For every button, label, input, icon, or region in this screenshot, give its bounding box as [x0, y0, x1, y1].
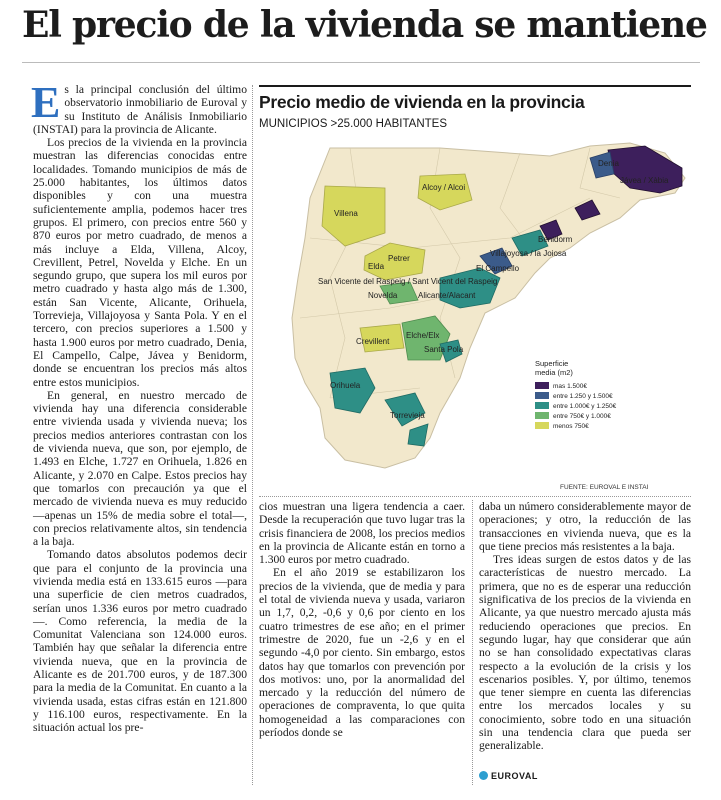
graphic-top-rule	[259, 85, 691, 87]
label-alicante: Alicante/Alacant	[418, 291, 476, 300]
label-santapola: Santa Pola	[424, 345, 464, 354]
label-villajoyosa: Villajoyosa / la Joiosa	[490, 249, 567, 258]
label-elche: Elche/Elx	[406, 331, 440, 340]
graphic-bottom-rule	[259, 496, 691, 497]
headline: El precio de la vivienda se mantiene	[22, 4, 707, 46]
label-alcoy: Alcoy / Alcoi	[422, 183, 466, 192]
legend-label-2: entre 1.250 y 1.500€	[553, 393, 613, 400]
province-map	[290, 138, 690, 473]
paragraph-7: daba un número considerablemente mayor de operaciones; y otro, la reducción de las transacciones en vivienda nueva, que es la que tiene precios más resistentes a la baja.	[479, 500, 691, 553]
legend-label-5: menos 750€	[553, 423, 589, 430]
label-orihuela: Orihuela	[330, 381, 361, 390]
legend-title-2: media (m2)	[535, 368, 573, 377]
paragraph-3: En general, en nuestro mercado de vivienda hay una diferencia considerable entre vivienda usada y vivienda nueva; los precios medios anteriores contrastan con los de vivienda nueva, que son, por ejemplo, de 1.493 en Elche, 1.727 en Orihuela, 1.826 en Alicante, y 2.070 en Calpe. Estos precios hay que tomarlos con precaución ya que el mercado de vivienda nueva es muy reducido —apenas un 15% de media sobre el total—, con precios relativamente altos, sin tendencia a la baja.	[33, 388, 247, 549]
article-column-2	[259, 500, 465, 739]
legend-label-4: entre 750€ y 1.000€	[553, 413, 611, 420]
legend-title-1: Superficie	[535, 359, 569, 368]
label-campello: El Campello	[476, 264, 520, 273]
graphic-source: FUENTE: EUROVAL E INSTAI	[560, 484, 649, 491]
euroval-logo-icon	[479, 771, 488, 780]
graphic-title: Precio medio de vivienda en la provincia	[259, 92, 585, 112]
paragraph-8: Tres ideas surgen de estos datos y de las características de nuestro mercado. La primera, que no es de esperar una reducción significativa de los precios de la vivienda en Alicante, ya que nuestro mercado ajusta más reduciendo operaciones que precios. En segundo lugar, hay que considerar que aún no se han consolidado expectativas claras respecto a la evolución de la crisis y los escenarios posibles. Y, por último, tenemos que tener siempre en cuenta las diferencias entre los mercados locales y su conocimiento, sobre todo en una situación sin una tendencia clara que pueda ser generalizable.	[479, 553, 691, 753]
column-separator	[472, 500, 473, 785]
paragraph-1-text: s la principal conclusión del último observatorio inmobiliario de Euroval y su Instituto de Análisis Inmobiliario (INSTAI) para la provincia de Alicante.	[33, 83, 247, 136]
signature-text: EUROVAL	[491, 771, 538, 781]
label-villena: Villena	[334, 209, 358, 218]
label-elda: Elda	[368, 262, 385, 271]
legend-swatch-5	[535, 422, 549, 429]
dropcap: E	[31, 78, 61, 127]
graphic-subtitle: MUNICIPIOS >25.000 HABITANTES	[259, 118, 447, 130]
label-crevillent: Crevillent	[356, 337, 390, 346]
map-legend	[535, 359, 617, 430]
label-benidorm: Benidorm	[538, 235, 573, 244]
label-torrevieja: Torrevieja	[390, 411, 425, 420]
signature	[479, 771, 538, 781]
column-separator	[252, 85, 253, 785]
paragraph-6: En el año 2019 se estabilizaron los precios de la vivienda, que de media y para el total de vivienda nueva y usada, variaron un 1,7, 0,2, -0,6 y 0,6 por ciento en los cuatro trimestres de ese año; en el primer trimestre de 2020, fue un -2,6 y en el segundo -4,0 por ciento. Sin embargo, estos datos hay que tomarlos con prevención por dos motivos: uno, por la anormalidad del mercado y la reducción del número de operaciones de compraventa, lo que quita homogeneidad a las comparaciones con períodos donde se	[259, 566, 465, 740]
paragraph-5: cios muestran una ligera tendencia a caer. Desde la recuperación que tuvo lugar tras la crisis financiera de 2008, los precios medios en la provincia de Alicante están en torno a 1.300 euros por metro cuadrado.	[259, 500, 465, 567]
legend-swatch-1	[535, 382, 549, 389]
paragraph-2: Los precios de la vivienda en la provincia muestran las diferencias conocidas entre localidades. Tomando municipios de más de 25.000 habitantes, los últimos datos disponibles y con una muestra suficientemente amplia, podemos hacer tres grupos. El primero, con precios entre 560 y 870 euros por metro cuadrado, de menos a más incluye a Elda, Villena, Alcoy, Crevillent, Petrel, Novelda y Elche. En un segundo grupo, que supera los mil euros por metro cuadrado y hasta algo más de 1.300, están San Vicente, Alicante, Orihuela, Torrevieja, Villajoyosa y Santa Pola. Y en el tercero, con precios superiores a 1.500 y hasta 1.900 euros por metro cuadrado, Denia, El Campello, Calpe, Jávea y Benidorm, donde se encuentran los precios más altos entre estos municipios.	[33, 136, 247, 389]
legend-label-3: entre 1.000€ y 1.250€	[553, 403, 617, 410]
paragraph-4: Tomando datos absolutos podemos decir que para el conjunto de la provincia una vivienda media está en 133.615 euros —para una superficie de cien metros cuadrados, serían unos 1.336 euros por metro cuadrado—. Como referencia, la media de la Comunitat Valenciana son 124.000 euros. También hay que señalar la diferencia entre vivienda nueva, que en la provincia de Alicante es de 201.700 euros, y de 187.300 para la media de la Comunitat. En cuanto a la vivienda usada, estas cifras están en 121.800 y 116.100 euros, respectivamente. En la situación actual los pre-	[33, 548, 247, 735]
label-petrer: Petrer	[388, 254, 410, 263]
label-denia: Denia	[598, 159, 619, 168]
legend-swatch-3	[535, 402, 549, 409]
paragraph-1	[31, 78, 247, 136]
label-novelda: Novelda	[368, 291, 398, 300]
legend-label-1: mas 1.500€	[553, 383, 587, 390]
article-column-3	[479, 500, 691, 753]
label-javea: Jávea / Xàbia	[620, 176, 669, 185]
legend-swatch-4	[535, 412, 549, 419]
legend-swatch-2	[535, 392, 549, 399]
article-column-1	[31, 78, 247, 735]
headline-rule	[22, 62, 700, 63]
label-sanvicente: San Vicente del Raspeig / Sant Vicent del Raspeig	[318, 277, 498, 286]
